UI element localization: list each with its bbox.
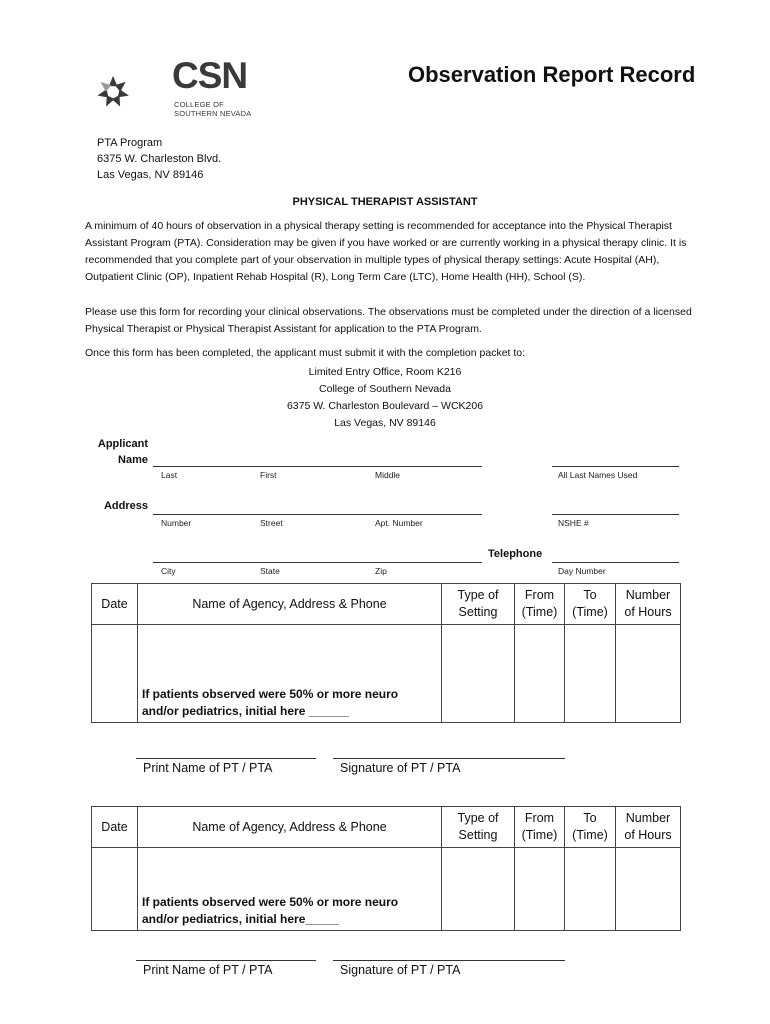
table-header-row xyxy=(92,807,681,848)
number-of-hours-cell[interactable] xyxy=(616,848,681,931)
number-of-hours-header: Number of Hours xyxy=(616,807,681,848)
agency-header: Name of Agency, Address & Phone xyxy=(138,584,442,625)
observation-table-1 xyxy=(91,583,681,723)
submit-line-2: College of Southern Nevada xyxy=(319,383,451,395)
number-of-hours-header: Number of Hours xyxy=(616,584,681,625)
zip-caption: Zip xyxy=(375,566,387,576)
submit-line-3: 6375 W. Charleston Boulevard – WCK206 xyxy=(286,400,484,412)
apt-caption: Apt. Number xyxy=(375,518,423,528)
print-name-line-1[interactable] xyxy=(136,758,316,759)
date-header: Date xyxy=(92,584,138,625)
agency-cell[interactable] xyxy=(138,625,442,723)
number-of-hours-cell[interactable] xyxy=(616,625,681,723)
date-cell[interactable] xyxy=(92,848,138,931)
number-caption: Number xyxy=(161,518,192,528)
to-time-cell[interactable] xyxy=(565,848,616,931)
logo-sub-line-2: SOUTHERN NEVADA xyxy=(174,109,252,118)
type-of-setting-cell[interactable] xyxy=(442,625,515,723)
submit-line-1: Limited Entry Office, Room K216 xyxy=(308,366,462,378)
signature-label-2: Signature of PT / PTA xyxy=(340,963,461,977)
city-state-zip-line[interactable] xyxy=(153,562,482,563)
signature-label-1: Signature of PT / PTA xyxy=(340,761,461,775)
submission-paragraph: Once this form has been completed, the applicant must submit it with the completion packet to: xyxy=(85,347,526,359)
print-name-line-2[interactable] xyxy=(136,960,316,961)
csn-star-logo-icon xyxy=(96,56,172,128)
last-name-caption: Last xyxy=(161,470,178,480)
address-label: Address xyxy=(103,500,148,512)
applicant-label-line-2: Name xyxy=(118,454,148,466)
applicant-name-label xyxy=(84,436,148,468)
program-address xyxy=(97,135,221,183)
from-time-header: From (Time) xyxy=(515,584,565,625)
first-name-caption: First xyxy=(260,470,277,480)
type-of-setting-header: Type of Setting xyxy=(442,807,515,848)
print-name-label-1: Print Name of PT / PTA xyxy=(143,761,273,775)
to-time-cell[interactable] xyxy=(565,625,616,723)
instructions-paragraph: Please use this form for recording your clinical observations. The observations must be completed under the direction of a licensed Physical Therapist or Physical Therapist Assistant for application to the PTA Program. xyxy=(85,306,692,335)
address-line-1: PTA Program xyxy=(97,137,163,149)
intro-paragraph: A minimum of 40 hours of observation in a physical therapy setting is recommended for acceptance into the Physical Therapist Assistant Program (PTA). Consideration may be given if you have worked or are currently working in a physical therapy clinic. It is recommended that you complete part of your observation in multiple types of physical therapy settings: Acute Hospital (AH), Outpatient Clinic (OP), Inpatient Rehab Hospital (R), Long Term Care (LTC), Home Health (HH), School (S). xyxy=(85,220,687,283)
to-time-header: To (Time) xyxy=(565,807,616,848)
from-time-cell[interactable] xyxy=(515,848,565,931)
agency-cell[interactable] xyxy=(138,848,442,931)
date-cell[interactable] xyxy=(92,625,138,723)
day-number-caption: Day Number xyxy=(558,566,606,576)
from-time-header: From (Time) xyxy=(515,807,565,848)
logo-text: CSN xyxy=(172,55,248,96)
telephone-line[interactable] xyxy=(552,562,679,563)
agency-header: Name of Agency, Address & Phone xyxy=(138,807,442,848)
all-last-names-line[interactable] xyxy=(552,466,679,467)
all-last-names-caption: All Last Names Used xyxy=(558,470,638,480)
telephone-label: Telephone xyxy=(488,548,543,560)
address-line-2: 6375 W. Charleston Blvd. xyxy=(97,153,222,165)
logo-sub-line-1: COLLEGE OF xyxy=(174,100,224,109)
street-caption: Street xyxy=(260,518,283,528)
address-line-3: Las Vegas, NV 89146 xyxy=(97,169,204,181)
address-line[interactable] xyxy=(153,514,482,515)
submit-line-4: Las Vegas, NV 89146 xyxy=(334,417,436,429)
observation-table-2 xyxy=(91,806,681,931)
nshe-line[interactable] xyxy=(552,514,679,515)
signature-line-1[interactable] xyxy=(333,758,565,759)
table-row xyxy=(92,625,681,723)
section-heading: PHYSICAL THERAPIST ASSISTANT xyxy=(292,196,478,208)
page-title: Observation Report Record xyxy=(408,62,696,87)
table-header-row xyxy=(92,584,681,625)
middle-name-caption: Middle xyxy=(375,470,401,480)
type-of-setting-cell[interactable] xyxy=(442,848,515,931)
date-header: Date xyxy=(92,807,138,848)
applicant-label-line-1: Applicant xyxy=(97,438,148,450)
to-time-header: To (Time) xyxy=(565,584,616,625)
nshe-caption: NSHE # xyxy=(558,518,589,528)
state-caption: State xyxy=(260,566,280,576)
print-name-label-2: Print Name of PT / PTA xyxy=(143,963,273,977)
from-time-cell[interactable] xyxy=(515,625,565,723)
neuro-initial-note: If patients observed were 50% or more neuro and/or pediatrics, initial here ______ xyxy=(142,687,399,718)
signature-line-2[interactable] xyxy=(333,960,565,961)
type-of-setting-header: Type of Setting xyxy=(442,584,515,625)
applicant-name-line[interactable] xyxy=(153,466,482,467)
submission-address xyxy=(0,364,770,432)
neuro-initial-note: If patients observed were 50% or more neuro and/or pediatrics, initial here_____ xyxy=(142,895,399,926)
city-caption: City xyxy=(161,566,176,576)
table-row xyxy=(92,848,681,931)
logo-subtitle xyxy=(174,100,251,118)
